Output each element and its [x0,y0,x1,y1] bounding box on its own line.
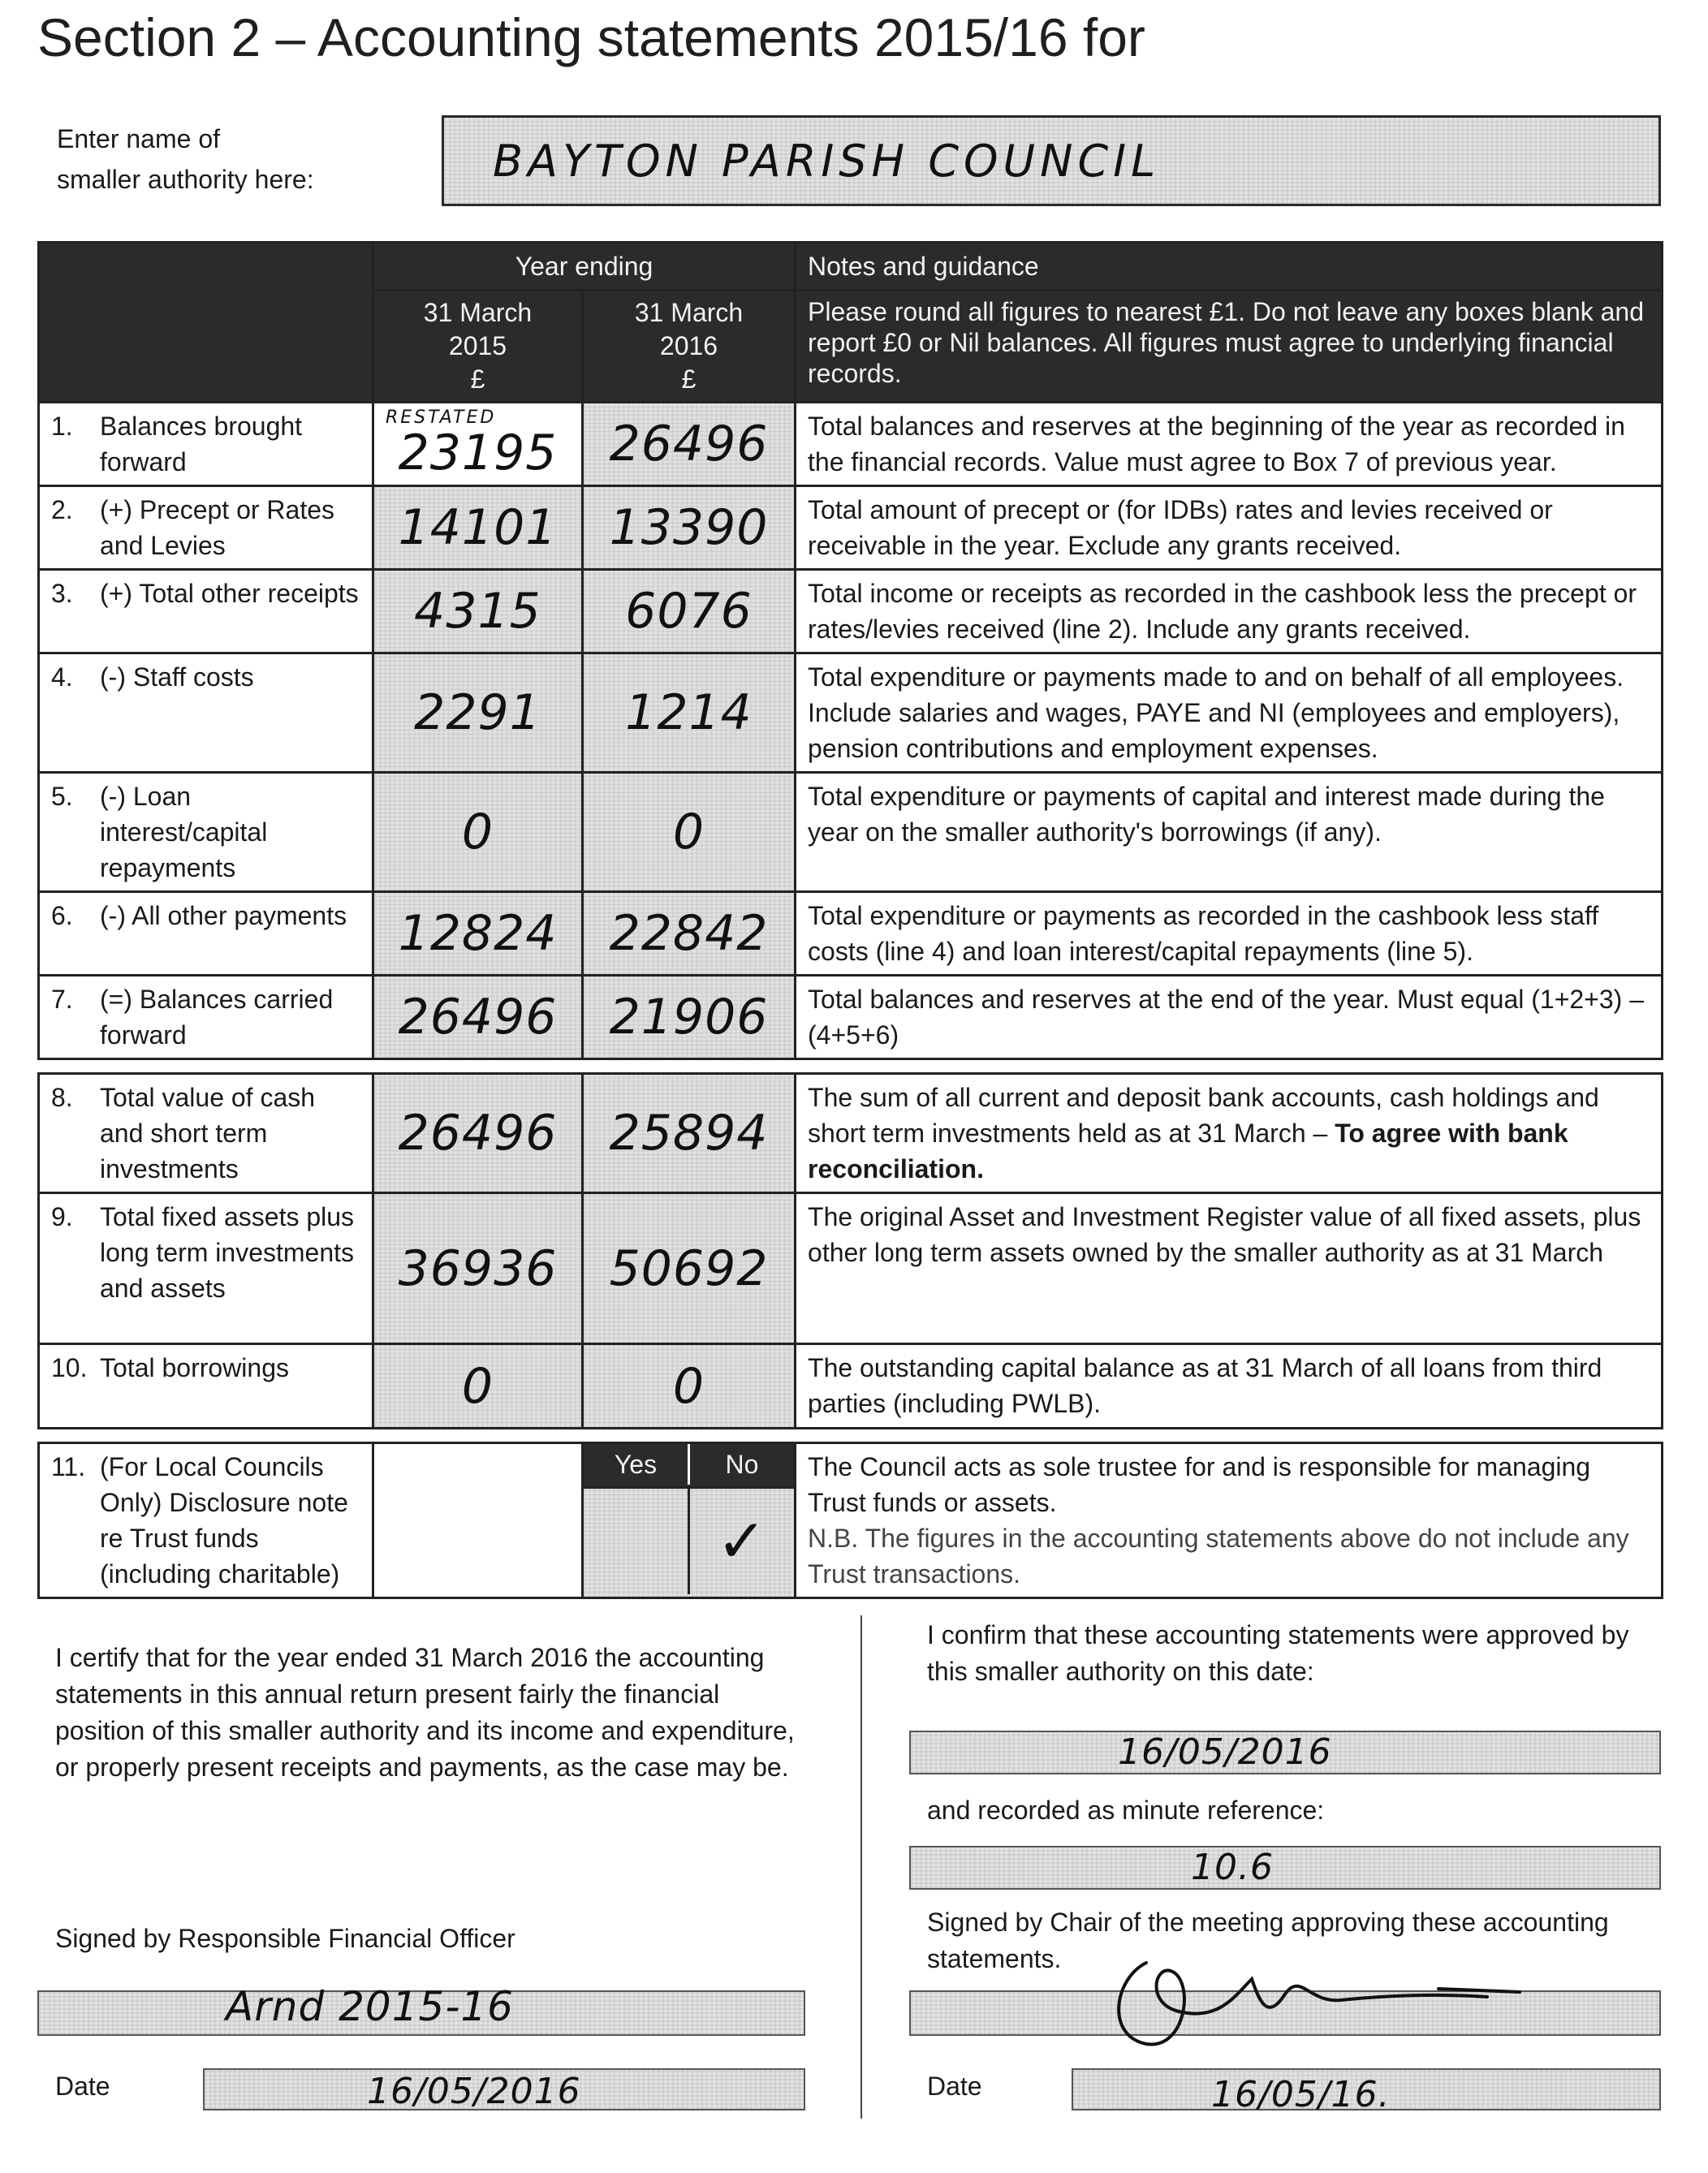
value-2015-text: 26496 [398,1105,558,1162]
table-row [39,1193,1663,1344]
value-2016[interactable] [583,403,796,486]
value-2015-text: 4315 [414,583,541,640]
table-row [39,486,1663,570]
yes-label: Yes [584,1444,690,1485]
row-label-text: (+) Precept or Rates and Levies [100,495,334,560]
row-number: 2. [51,495,73,524]
row-label [39,892,373,976]
row-note: Total expenditure or payments made to and on behalf of all employees. Include salaries and wages, PAYE and NI (employees and employers), pension contributions and employment expenses. [796,653,1663,773]
row-label [39,403,373,486]
rfo-date-value: 16/05/2016 [367,2071,581,2112]
notes-heading: Notes and guidance [796,243,1663,291]
rfo-date-field[interactable] [203,2068,805,2110]
gap-cell [39,1059,1663,1074]
trust-row [39,1443,1663,1488]
authority-prompt-line1: Enter name of [57,124,220,153]
value-2016-text: 1214 [625,684,753,741]
trust-note-text: The Council acts as sole trustee for and is responsible for managing Trust funds or assets. [808,1452,1591,1517]
no-checkbox[interactable] [690,1489,794,1594]
approved-date-field[interactable] [909,1731,1661,1774]
row-note: Total balances and reserves at the end of the year. Must equal (1+2+3) – (4+5+6) [796,976,1663,1059]
row-note: Total income or receipts as recorded in the cashbook less the precept or rates/levies received (line 2). Include any grants received. [796,570,1663,653]
value-2015[interactable] [373,653,583,773]
value-2016-text: 22842 [609,905,769,962]
table-row [39,653,1663,773]
chair-date-label: Date [927,2072,982,2101]
yes-no-header [583,1443,796,1488]
gap-cell [39,1429,1663,1443]
notes-intro: Please round all figures to nearest £1. Do not leave any boxes blank and report £0 or Nil balances. All figures must agree to underlying financial records. [796,291,1663,403]
value-2016-text: 26496 [609,416,769,472]
row-note: Total balances and reserves at the beginning of the year as recorded in the financial records. Value must agree to Box 7 of previous year. [796,403,1663,486]
row-label [39,1344,373,1429]
value-2015-text: 36936 [398,1240,558,1297]
row-number: 1. [51,412,73,441]
table-row [39,570,1663,653]
row-label [39,1443,373,1598]
row-label-text: Balances brought forward [100,412,303,476]
rfo-signature-field[interactable] [37,1983,805,2036]
row-note-bold: To agree with bank reconciliation. [808,1119,1568,1184]
authority-prompt [57,119,314,200]
col-2015-line3: £ [470,364,485,394]
table-row [39,892,1663,976]
table-row [39,976,1663,1059]
value-2015-text: 0 [461,804,494,860]
value-2016[interactable] [583,486,796,570]
row-label-text: (For Local Councils Only) Disclosure note re Trust funds (including charitable) [100,1452,348,1589]
value-2016-text: 0 [672,804,705,860]
value-2015[interactable] [373,976,583,1059]
restated-note: RESTATED [386,407,497,428]
value-2016[interactable] [583,892,796,976]
certify-text: I certify that for the year ended 31 March 2016 the accounting statements in this annual return present fairly the financial position of this smaller authority and its income and expenditure, or properly present receipts and payments, as the case may be. [55,1643,795,1782]
accounting-statements-table [37,241,1663,1599]
minute-ref-field[interactable] [909,1846,1661,1890]
row-label-text: (=) Balances carried forward [100,985,334,1050]
row-number: 6. [51,901,73,930]
row-number: 11. [51,1452,86,1481]
chair-signature-icon [1098,1947,1552,2060]
col-2016-line2: 2016 [659,331,718,360]
minute-ref-value: 10.6 [1191,1847,1274,1888]
row-label [39,653,373,773]
no-label: No [725,1450,759,1479]
row-label [39,1193,373,1344]
row-number: 10. [51,1353,88,1382]
col-2015-line1: 31 March [423,298,533,327]
value-2015-text: 12824 [398,905,558,962]
authority-name-value: BAYTON PARISH COUNCIL [493,136,1161,187]
row-label-text: (-) Loan interest/capital repayments [100,782,268,882]
year-ending-header: Year ending [373,243,796,291]
value-2015-text: 23195 [398,425,558,481]
value-2016[interactable] [583,1344,796,1429]
yes-checkbox[interactable] [584,1489,690,1594]
value-2015[interactable] [373,892,583,976]
row-number: 9. [51,1202,73,1231]
checkmark-icon: ✓ [716,1507,768,1577]
row-label-text: (-) All other payments [100,901,347,930]
rfo-date-label: Date [55,2072,110,2101]
row-note: Total expenditure or payments of capital and interest made during the year on the smaller authority's borrowings (if any). [796,773,1663,892]
row-label-text: Total borrowings [100,1353,289,1382]
value-2016[interactable] [583,1193,796,1344]
value-2016[interactable] [583,976,796,1059]
row-note: The outstanding capital balance as at 31 March of all loans from third parties (including PWLB). [796,1344,1663,1429]
value-2015-text: 26496 [398,989,558,1046]
value-2015[interactable] [373,570,583,653]
value-2015[interactable] [373,1074,583,1193]
value-2015-text: 2291 [414,684,541,741]
value-2016-text: 25894 [609,1105,769,1162]
col-header-2015 [373,291,583,403]
table-row [39,1074,1663,1193]
row-note: Total expenditure or payments as recorded in the cashbook less staff costs (line 4) and loan interest/capital repayments (line 5). [796,892,1663,976]
section-gap [39,1059,1663,1074]
value-2015[interactable] [373,403,583,486]
value-2015-text: 14101 [398,499,558,556]
row-label-text: Total value of cash and short term investments [100,1083,316,1184]
authority-name-field[interactable] [442,115,1661,206]
value-2016-text: 6076 [625,583,753,640]
value-2015[interactable] [373,1193,583,1344]
value-2016-text: 13390 [609,499,769,556]
row-label [39,570,373,653]
col-header-2016 [583,291,796,403]
row-number: 3. [51,579,73,608]
minute-ref-label: and recorded as minute reference: [927,1796,1325,1825]
page-title: Section 2 – Accounting statements 2015/16 for [37,7,1145,67]
row-note: The original Asset and Investment Register value of all fixed assets, plus other long term assets owned by the smaller authority as at 31 March [796,1193,1663,1344]
column-divider [860,1615,862,2119]
approved-date-value: 16/05/2016 [1118,1731,1332,1773]
chair-signed-label: Signed by Chair of the meeting approving these accounting statements. [927,1908,1609,1973]
confirm-text: I confirm that these accounting statements were approved by this smaller authority on this date: [927,1620,1629,1686]
row-label [39,486,373,570]
chair-date-field[interactable] [1072,2068,1661,2115]
value-2015[interactable] [373,1344,583,1429]
col-2016-line3: £ [681,364,697,394]
row-note [796,1074,1663,1193]
value-2016[interactable] [583,570,796,653]
row-label [39,1074,373,1193]
value-2016-text: 0 [672,1357,705,1415]
value-2016[interactable] [583,773,796,892]
value-2015[interactable] [373,486,583,570]
value-2016[interactable] [583,1074,796,1193]
row-number: 7. [51,985,73,1014]
trust-blank [373,1443,583,1598]
rfo-signature: Arnd 2015-16 [226,1983,514,2030]
row-number: 5. [51,782,73,811]
value-2016-text: 50692 [609,1240,769,1297]
value-2015-text: 0 [461,1357,494,1415]
row-note: Total amount of precept or (for IDBs) rates and levies received or receivable in the year. Exclude any grants received. [796,486,1663,570]
section-gap [39,1429,1663,1443]
row-note-text: The sum of all current and deposit bank accounts, cash holdings and short term investments held as at 31 March – [808,1083,1599,1148]
yes-no-boxes [583,1488,796,1598]
trust-note-nb: N.B. The figures in the accounting statements above do not include any Trust transactions. [808,1524,1629,1589]
value-2015[interactable] [373,773,583,892]
rfo-signed-label: Signed by Responsible Financial Officer [55,1924,515,1953]
chair-signature-field[interactable] [909,1990,1661,2036]
row-label-text: (+) Total other receipts [100,579,359,608]
row-label [39,976,373,1059]
value-2016[interactable] [583,653,796,773]
table-row [39,1344,1663,1429]
col-2016-line1: 31 March [634,298,744,327]
table-row [39,773,1663,892]
chair-date-value: 16/05/16. [1211,2074,1391,2115]
row-label-text: (-) Staff costs [100,662,254,692]
table-row [39,403,1663,486]
header-blank [39,243,373,403]
authority-prompt-line2: smaller authority here: [57,165,314,194]
value-2016-text: 21906 [609,989,769,1046]
row-number: 4. [51,662,73,692]
row-label-text: Total fixed assets plus long term investments and assets [100,1202,355,1303]
row-label [39,773,373,892]
row-number: 8. [51,1083,73,1112]
col-2015-line2: 2015 [448,331,507,360]
trust-note [796,1443,1663,1598]
